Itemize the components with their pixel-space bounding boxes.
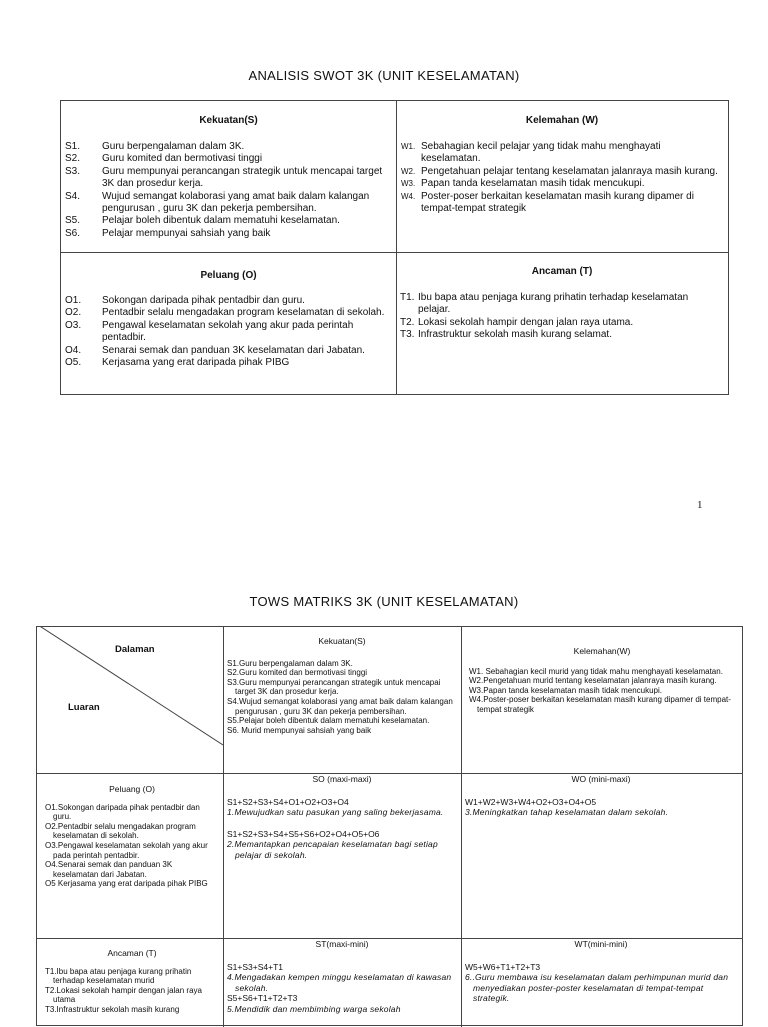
list-item: S1. Guru berpengalaman dalam 3K. <box>65 141 245 152</box>
list-item: S4.Wujud semangat kolaborasi yang amat baik dalam kalangan pengurusan , guru 3K dan pekerja pembersihan. <box>227 696 453 716</box>
st-combo-1: S1+S3+S4+T1 <box>227 961 284 972</box>
weaknesses-list <box>401 141 721 215</box>
list-item: T3.Infrastruktur sekolah masih kurang <box>45 1004 180 1014</box>
list-item: O2.Pentadbir selalu mengadakan program keselamatan di sekolah. <box>45 821 196 841</box>
list-item: T3. Infrastruktur sekolah masih kurang selamat. <box>400 329 612 341</box>
tows-opportunities-heading: Peluang (O) <box>109 784 155 794</box>
list-item: W4.Poster-poser berkaitan keselamatan masih kurang dipamer di tempat-tempat strategik <box>469 695 731 714</box>
tows-opportunities-cell <box>45 785 219 889</box>
list-item: S6. Murid mempunyai sahsiah yang baik <box>227 725 372 735</box>
so-strategy-1: 1.Mewujudkan satu pasukan yang saling bekerjasama. <box>227 807 444 818</box>
list-item: S6. Pelajar mempunyai sahsiah yang baik <box>65 227 271 239</box>
list-item: S3.Guru mempunyai perancangan strategik untuk mencapai target 3K dan prosedur kerja. <box>227 677 441 697</box>
tows-threats-list <box>45 967 219 1015</box>
list-item: S2.Guru komited dan bermotivasi tinggi <box>227 668 368 678</box>
tows-threats-heading: Ancaman (T) <box>107 948 157 958</box>
list-item: S5.Pelajar boleh dibentuk dalam mematuhi keselamatan. <box>227 716 430 726</box>
tows-strengths-cell <box>227 637 457 735</box>
list-item: O1. Sokongan daripada pihak pentadbir dan guru. <box>65 295 305 306</box>
tows-strengths-list <box>227 659 457 736</box>
list-item: O3. Pengawal keselamatan sekolah yang akur pada perintah pentadbir. <box>65 319 354 344</box>
opportunities-list <box>65 295 385 369</box>
list-item: O5. Kerjasama yang erat daripada pihak PIBG <box>65 357 290 369</box>
so-heading: SO (maxi-maxi) <box>312 774 372 784</box>
swot-title: ANALISIS SWOT 3K (UNIT KESELAMATAN) <box>248 68 520 83</box>
list-item: W1. Sebahagian kecil murid yang tidak mahu menghayati keselamatan. <box>469 666 723 676</box>
corner-internal-label: Dalaman <box>115 644 155 655</box>
list-item: O4.Senarai semak dan panduan 3K keselamatan dari Jabatan. <box>45 860 173 879</box>
list-item: O1.Sokongan daripada pihak pentadbir dan guru. <box>45 802 200 822</box>
opportunities-heading: Peluang (O) <box>200 270 257 281</box>
so-combo-1: S1+S2+S3+S4+O1+O2+O3+O4 <box>227 796 349 807</box>
st-combo-2: S5+S6+T1+T2+T3 <box>227 993 298 1004</box>
page-number: 1 <box>697 499 703 511</box>
strengths-list <box>65 141 385 240</box>
list-item: S3. Guru mempunyai perancangan strategik untuk mencapai target 3K dan prosedur kerja. <box>65 165 383 190</box>
tows-weaknesses-list <box>469 667 735 715</box>
wo-cell <box>465 775 737 818</box>
swot-table <box>60 100 729 395</box>
list-item: O4. Senarai semak dan panduan 3K keselamatan dari Jabatan. <box>65 344 365 356</box>
tows-weaknesses-cell <box>469 647 735 715</box>
tows-weaknesses-heading: Kelemahan(W) <box>573 646 631 656</box>
list-item: S1.Guru berpengalaman dalam 3K. <box>227 658 353 668</box>
list-item: W1. Sebahagian kecil pelajar yang tidak mahu menghayati keselamatan. <box>401 141 661 165</box>
list-item: W2.Pengetahuan murid tentang keselamatan jalanraya masih kurang. <box>469 676 717 686</box>
wt-combo-1: W5+W6+T1+T2+T3 <box>465 961 541 972</box>
st-cell <box>227 940 457 1014</box>
list-item: T1.Ibu bapa atau penjaga kurang prihatin terhadap keselamatan murid <box>45 966 192 986</box>
tows-table <box>36 626 743 1026</box>
threats-heading: Ancaman (T) <box>531 266 593 277</box>
list-item: O3.Pengawal keselamatan sekolah yang akur pada perintah pentadbir. <box>45 840 208 860</box>
so-strategy-2: 2.Memantapkan pencapaian keselamatan bagi setiap pelajar di sekolah. <box>227 839 438 860</box>
wo-strategy-1: 3.Meningkatkan tahap keselamatan dalam sekolah. <box>465 807 669 818</box>
list-item: O2. Pentadbir selalu mengadakan program keselamatan di sekolah. <box>65 307 385 319</box>
wo-heading: WO (mini-maxi) <box>571 774 631 784</box>
list-item: T1. Ibu bapa atau penjaga kurang prihatin terhadap keselamatan pelajar. <box>400 292 689 316</box>
strengths-heading: Kekuatan(S) <box>199 115 258 126</box>
list-item: W3. Papan tanda keselamatan masih tidak mencukupi. <box>401 178 645 190</box>
list-item: O5 Kerjasama yang erat daripada pihak PIBG <box>45 879 208 889</box>
tows-title: TOWS MATRIKS 3K (UNIT KESELAMATAN) <box>249 594 519 609</box>
list-item: W2. Pengetahuan pelajar tentang keselamatan jalanraya masih kurang. <box>401 165 718 177</box>
tows-strengths-heading: Kekuatan(S) <box>318 636 366 646</box>
tows-threats-cell <box>45 949 219 1015</box>
wt-cell <box>465 940 737 1004</box>
corner-external-label: Luaran <box>68 702 100 713</box>
tows-opportunities-list <box>45 803 219 889</box>
list-item: T2. Lokasi sekolah hampir dengan jalan raya utama. <box>400 316 634 328</box>
threats-list <box>400 292 722 342</box>
list-item: S2. Guru komited dan bermotivasi tinggi <box>65 153 263 165</box>
st-heading: ST(maxi-mini) <box>315 939 369 949</box>
wt-strategy-1: 6..Guru membawa isu keselamatan dalam perhimpunan murid dan menyediakan poster-poster keselamatan di tempat-tempat strategik. <box>465 972 729 1004</box>
so-cell <box>227 775 457 860</box>
list-item: W3.Papan tanda keselamatan masih tidak mencukupi. <box>469 685 662 695</box>
list-item: T2.Lokasi sekolah hampir dengan jalan raya utama <box>45 985 202 1005</box>
so-combo-2: S1+S2+S3+S4+S5+S6+O2+O4+O5+O6 <box>227 828 380 839</box>
wo-combo-1: W1+W2+W3+W4+O2+O3+O4+O5 <box>465 796 597 807</box>
list-item: S4. Wujud semangat kolaborasi yang amat baik dalam kalangan pengurusan , guru 3K dan pekerja pembersihan. <box>65 190 370 215</box>
list-item: S5. Pelajar boleh dibentuk dalam mematuhi keselamatan. <box>65 215 340 227</box>
weaknesses-heading: Kelemahan (W) <box>525 115 599 126</box>
st-strategy-1: 4.Mengadakan kempen minggu keselamatan di kawasan sekolah. <box>227 972 452 993</box>
list-item: W4. Poster-poser berkaitan keselamatan masih kurang dipamer di tempat-tempat strategik <box>401 190 694 215</box>
st-strategy-2: 5.Mendidik dan membimbing warga sekolah <box>227 1003 401 1014</box>
wt-heading: WT(mini-mini) <box>574 939 628 949</box>
